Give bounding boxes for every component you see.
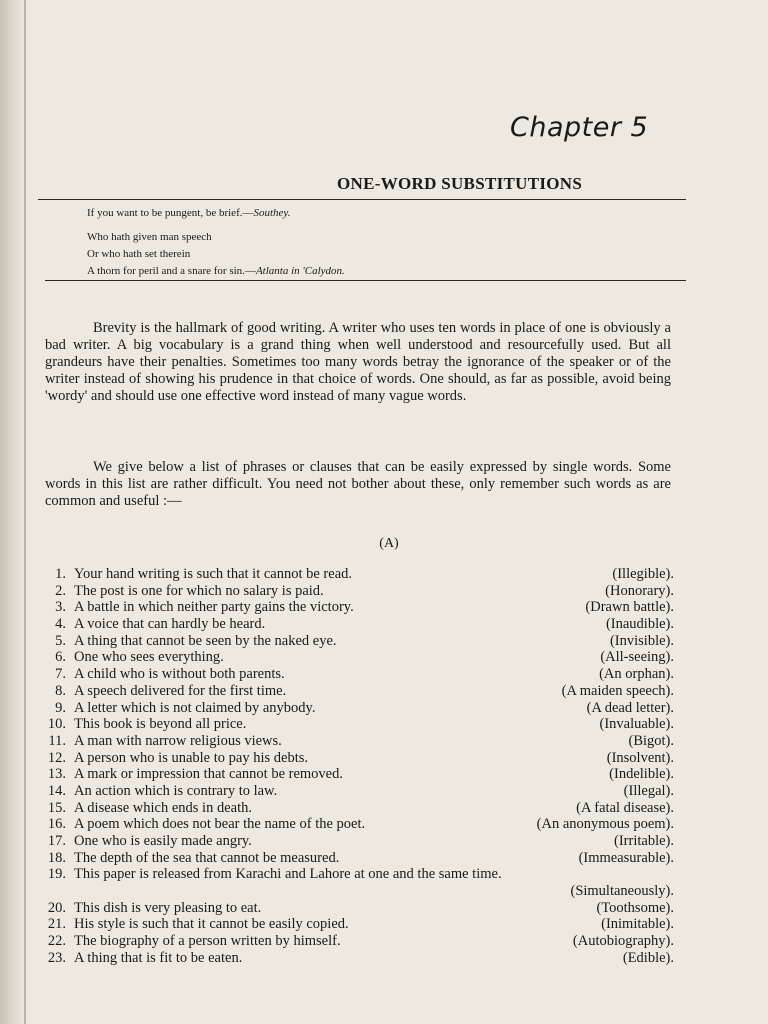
- item-number: 15.: [47, 799, 66, 816]
- list-item: [0, 816, 768, 833]
- item-number: 19.: [47, 866, 66, 883]
- epigraph-quote-4: A thorn for peril and a snare for sin.—: [87, 265, 256, 277]
- list-item: [0, 783, 768, 800]
- item-phrase: An action which is contrary to law.: [74, 782, 278, 799]
- item-number: 22.: [47, 933, 66, 950]
- list-item: [0, 800, 768, 817]
- item-number: 1.: [55, 566, 66, 582]
- item-answer: (All-seeing).: [600, 649, 674, 666]
- list-item: [0, 683, 768, 700]
- item-answer: (Immeasurable).: [578, 849, 674, 866]
- item-answer: (A dead letter).: [586, 699, 674, 716]
- list-item: [0, 850, 768, 867]
- item-phrase: Your hand writing is such that it cannot be read.: [74, 566, 353, 582]
- list-item: [0, 599, 768, 616]
- item-phrase: The depth of the sea that cannot be measured.: [74, 849, 340, 866]
- item-answer: (Drawn battle).: [585, 599, 674, 616]
- epigraph-line-4: [87, 264, 345, 278]
- item-answer: (Inaudible).: [605, 616, 674, 633]
- item-number: 2.: [55, 582, 66, 599]
- divider-top: [38, 199, 686, 200]
- item-number: 21.: [47, 916, 66, 933]
- item-phrase: A battle in which neither party gains the victory.: [74, 599, 354, 616]
- epigraph-attribution-1: Southey.: [253, 207, 291, 219]
- item-number: 13.: [47, 766, 66, 783]
- item-answer: (An anonymous poem).: [536, 816, 674, 833]
- item-answer: (Honorary).: [605, 582, 674, 599]
- item-phrase: A poem which does not bear the name of the poet.: [74, 816, 366, 833]
- item-phrase: A speech delivered for the first time.: [74, 682, 287, 699]
- item-answer: (Illegal).: [623, 782, 674, 799]
- list-item: [0, 833, 768, 850]
- list-item: [0, 866, 768, 899]
- epigraph-line-2: Who hath given man speech: [87, 231, 212, 243]
- item-answer: (Invaluable).: [599, 716, 674, 733]
- item-number: 10.: [47, 716, 66, 733]
- item-answer: (Edible).: [622, 949, 674, 966]
- item-number: 4.: [55, 616, 66, 633]
- list-item: [0, 583, 768, 600]
- item-phrase: A thing that is fit to be eaten.: [74, 949, 243, 966]
- item-answer: (Bigot).: [628, 732, 674, 749]
- item-answer: (An orphan).: [599, 666, 674, 683]
- item-number: 9.: [55, 699, 66, 716]
- list-item: [0, 766, 768, 783]
- item-answer: (Inimitable).: [601, 916, 674, 933]
- item-number: 23.: [47, 949, 66, 966]
- item-phrase: This dish is very pleasing to eat.: [74, 899, 262, 916]
- item-phrase: This book is beyond all price.: [74, 716, 247, 733]
- list-item: [0, 916, 768, 933]
- item-number: 17.: [47, 833, 66, 849]
- list-item: [0, 649, 768, 666]
- item-answer: (Indelible).: [609, 766, 674, 783]
- list-item: [0, 750, 768, 767]
- list-item: [0, 700, 768, 717]
- item-number: 16.: [47, 816, 66, 833]
- item-phrase: One who sees everything.: [74, 649, 224, 666]
- item-number: 12.: [47, 749, 66, 766]
- list-item: [0, 950, 768, 967]
- list-item: [0, 666, 768, 683]
- list-item: [0, 900, 768, 917]
- item-phrase: A person who is unable to pay his debts.: [74, 749, 308, 766]
- list-item: [0, 566, 768, 583]
- item-answer: (Toothsome).: [596, 899, 674, 916]
- item-phrase: A letter which is not claimed by anybody.: [74, 699, 316, 716]
- epigraph-line-3: Or who hath set therein: [87, 248, 191, 260]
- item-answer: (Illegible).: [612, 566, 674, 582]
- epigraph-attribution-2: Atlanta in 'Calydon.: [255, 265, 345, 277]
- item-phrase: A man with narrow religious views.: [74, 732, 282, 749]
- list-item: [0, 633, 768, 650]
- item-answer: (Invisible).: [609, 632, 674, 649]
- epigraph-line-1: [87, 206, 290, 220]
- item-phrase: A thing that cannot be seen by the naked eye.: [74, 632, 337, 649]
- item-answer: (Autobiography).: [572, 933, 674, 950]
- item-number: 5.: [55, 632, 66, 649]
- chapter-title: ONE-WORD SUBSTITUTIONS: [337, 174, 583, 193]
- section-label: (A): [379, 536, 399, 551]
- substitution-list: [0, 566, 768, 967]
- intro-paragraph-1: Brevity is the hallmark of good writing. A writer who uses ten words in place of one is obviously a bad writer. A big vocabulary is a grand thing when well understood and resourcefully used. But all grandeurs have their penalties. Sometimes too many words betray the ignorance of the speaker or of the writer instead of showing his prudence in that choice of words. One should, as far as possible, avoid being 'wordy' and should use one effective word instead of many vague words.: [45, 320, 671, 404]
- item-phrase: This paper is released from Karachi and Lahore at one and the same time.: [74, 866, 502, 883]
- item-number: 20.: [47, 899, 66, 916]
- item-answer: (A fatal disease).: [576, 799, 674, 816]
- epigraph-quote-1: If you want to be pungent, be brief.—: [87, 207, 254, 219]
- chapter-heading: Chapter 5: [510, 112, 649, 143]
- item-phrase: One who is easily made angry.: [74, 833, 252, 849]
- item-phrase: The post is one for which no salary is paid.: [74, 582, 324, 599]
- item-answer: (Simultaneously).: [570, 883, 674, 900]
- item-number: 18.: [47, 849, 66, 866]
- item-number: 11.: [48, 732, 66, 749]
- item-phrase: His style is such that it cannot be easily copied.: [74, 916, 349, 933]
- item-phrase: A voice that can hardly be heard.: [74, 616, 266, 633]
- item-number: 14.: [47, 782, 66, 799]
- item-phrase: A disease which ends in death.: [74, 799, 252, 816]
- item-answer: (Insolvent).: [606, 749, 674, 766]
- item-answer: (A maiden speech).: [561, 682, 674, 699]
- list-item: [0, 716, 768, 733]
- item-phrase: The biography of a person written by himself.: [74, 933, 341, 950]
- list-item: [0, 616, 768, 633]
- intro-paragraph-2: We give below a list of phrases or clauses that can be easily expressed by single words. Some words in this list are rather difficult. You need not bother about these, only remember such words as are common and useful :—: [45, 459, 671, 509]
- list-item: [0, 733, 768, 750]
- item-number: 8.: [55, 682, 66, 699]
- item-phrase: A child who is without both parents.: [74, 666, 285, 683]
- divider-bottom: [45, 280, 686, 281]
- list-item: [0, 933, 768, 950]
- item-phrase: A mark or impression that cannot be removed.: [74, 766, 343, 783]
- item-number: 6.: [55, 649, 66, 666]
- item-number: 7.: [55, 666, 66, 683]
- item-answer: (Irritable).: [614, 833, 674, 849]
- item-number: 3.: [55, 599, 66, 616]
